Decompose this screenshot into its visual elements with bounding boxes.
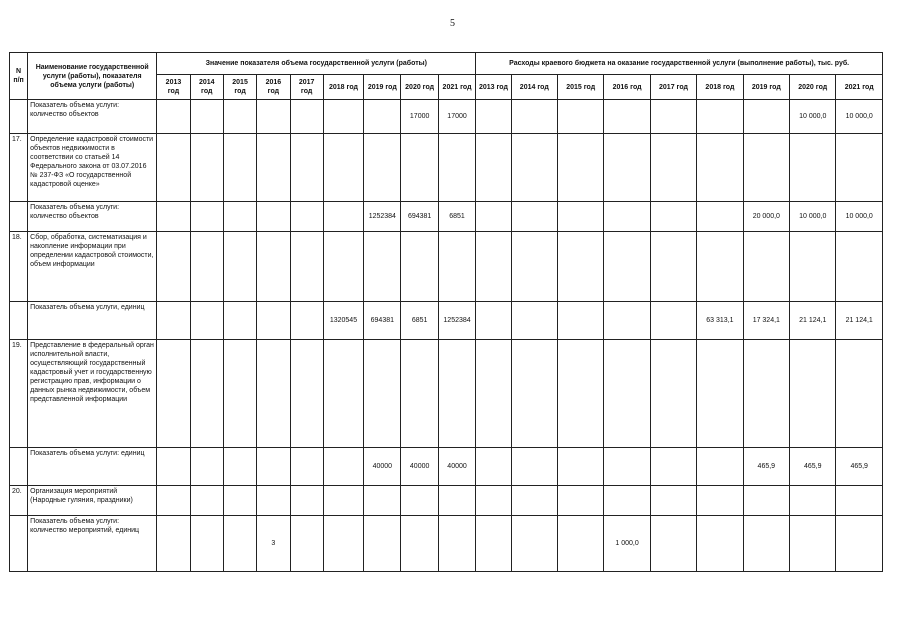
budget-cell <box>790 232 836 302</box>
row-number <box>10 516 28 572</box>
value-cell <box>438 232 475 302</box>
budget-cell: 465,9 <box>836 448 883 486</box>
budget-cell: 21 124,1 <box>790 302 836 340</box>
table-row <box>10 134 883 202</box>
budget-cell <box>511 232 557 302</box>
value-cell <box>157 486 190 516</box>
value-cell <box>223 448 256 486</box>
value-cell <box>323 486 363 516</box>
value-cell <box>323 202 363 232</box>
budget-cell <box>511 100 557 134</box>
budget-cell <box>476 134 511 202</box>
budget-cell <box>511 516 557 572</box>
value-cell <box>364 340 401 448</box>
header-budget-year-2: 2015 год <box>557 75 603 100</box>
row-name: Представление в федеральный орган исполнительной власти, осуществляющий государственный кадастровый учет и государственную регистрацию прав, информации о данных рынка недвижимости, объем представленной информации <box>28 340 157 448</box>
budget-cell <box>557 302 603 340</box>
value-cell <box>323 100 363 134</box>
value-cell <box>257 134 290 202</box>
header-value-year-6: 2019 год <box>364 75 401 100</box>
value-cell: 694381 <box>401 202 438 232</box>
budget-cell <box>836 232 883 302</box>
value-cell <box>157 516 190 572</box>
budget-cell <box>604 232 650 302</box>
value-cell <box>257 486 290 516</box>
budget-cell <box>476 340 511 448</box>
row-number <box>10 202 28 232</box>
header-budget-year-4: 2017 год <box>650 75 696 100</box>
budget-cell <box>557 232 603 302</box>
budget-cell <box>557 100 603 134</box>
budget-cell: 10 000,0 <box>790 100 836 134</box>
budget-cell <box>476 232 511 302</box>
value-cell <box>190 516 223 572</box>
value-cell <box>190 134 223 202</box>
value-cell: 1252384 <box>364 202 401 232</box>
value-cell <box>257 202 290 232</box>
budget-cell <box>836 516 883 572</box>
header-budget-year-0: 2013 год <box>476 75 511 100</box>
budget-cell <box>790 134 836 202</box>
row-name: Организация мероприятий (Народные гуляния, праздники) <box>28 486 157 516</box>
table-row <box>10 100 883 134</box>
budget-cell <box>650 448 696 486</box>
value-cell <box>290 448 323 486</box>
row-number: 17. <box>10 134 28 202</box>
budget-cell <box>511 486 557 516</box>
value-cell: 17000 <box>438 100 475 134</box>
budget-cell <box>697 232 743 302</box>
value-cell <box>364 516 401 572</box>
table-row <box>10 448 883 486</box>
value-cell <box>401 232 438 302</box>
value-cell <box>157 448 190 486</box>
budget-cell <box>650 340 696 448</box>
row-name: Сбор, обработка, систематизация и накопление информации при определении кадастровой стоимости, объем информации <box>28 232 157 302</box>
value-cell <box>290 202 323 232</box>
value-cell: 40000 <box>438 448 475 486</box>
budget-cell: 10 000,0 <box>836 100 883 134</box>
row-number: 20. <box>10 486 28 516</box>
budget-cell: 465,9 <box>743 448 789 486</box>
value-cell <box>190 448 223 486</box>
value-cell <box>157 134 190 202</box>
value-cell: 694381 <box>364 302 401 340</box>
value-cell <box>190 100 223 134</box>
value-cell <box>223 302 256 340</box>
table-row <box>10 340 883 448</box>
header-value-year-4: 2017 год <box>290 75 323 100</box>
budget-cell <box>697 516 743 572</box>
budget-cell <box>604 100 650 134</box>
budget-cell <box>511 448 557 486</box>
budget-cell: 10 000,0 <box>790 202 836 232</box>
row-name: Показатель объема услуги: количество объектов <box>28 202 157 232</box>
value-cell <box>223 340 256 448</box>
budget-cell <box>557 448 603 486</box>
budget-cell <box>604 134 650 202</box>
budget-cell <box>650 486 696 516</box>
budget-cell <box>836 134 883 202</box>
value-cell <box>257 340 290 448</box>
budget-cell <box>697 100 743 134</box>
budget-cell <box>650 100 696 134</box>
budget-cell <box>511 302 557 340</box>
budget-cell <box>790 516 836 572</box>
budget-cell <box>697 486 743 516</box>
value-cell <box>190 340 223 448</box>
budget-cell <box>557 340 603 448</box>
value-cell: 1320545 <box>323 302 363 340</box>
value-cell <box>223 232 256 302</box>
budget-cell <box>836 340 883 448</box>
row-name: Показатель объема услуги: количество мероприятий, единиц <box>28 516 157 572</box>
value-cell <box>364 486 401 516</box>
value-cell <box>290 232 323 302</box>
header-values-group: Значение показателя объема государственной услуги (работы) <box>157 53 476 75</box>
value-cell <box>223 134 256 202</box>
value-cell <box>157 232 190 302</box>
row-name: Определение кадастровой стоимости объектов недвижимости в соответствии со статьей 14 Федерального закона от 03.07.2016 № 237-ФЗ «О государственной кадастровой оценке» <box>28 134 157 202</box>
value-cell <box>401 134 438 202</box>
table-row <box>10 302 883 340</box>
row-name: Показатель объема услуги, единиц <box>28 302 157 340</box>
value-cell <box>190 302 223 340</box>
header-budget-year-8: 2021 год <box>836 75 883 100</box>
budget-cell <box>476 100 511 134</box>
budget-cell: 1 000,0 <box>604 516 650 572</box>
budget-cell <box>604 202 650 232</box>
value-cell <box>290 486 323 516</box>
value-cell <box>257 448 290 486</box>
budget-cell <box>557 516 603 572</box>
budget-cell <box>697 202 743 232</box>
value-cell: 40000 <box>364 448 401 486</box>
table-row <box>10 202 883 232</box>
budget-cell: 20 000,0 <box>743 202 789 232</box>
row-number: 18. <box>10 232 28 302</box>
value-cell <box>223 486 256 516</box>
budget-cell <box>650 232 696 302</box>
budget-table <box>9 52 883 572</box>
value-cell <box>190 202 223 232</box>
header-name: Наименование государственной услуги (работы), показателя объема услуги (работы) <box>28 53 157 100</box>
value-cell <box>223 100 256 134</box>
value-cell <box>290 302 323 340</box>
value-cell <box>323 448 363 486</box>
value-cell <box>438 516 475 572</box>
value-cell <box>364 232 401 302</box>
budget-cell: 465,9 <box>790 448 836 486</box>
budget-cell <box>476 486 511 516</box>
budget-cell <box>511 202 557 232</box>
budget-cell <box>511 134 557 202</box>
value-cell <box>401 340 438 448</box>
value-cell <box>157 302 190 340</box>
budget-cell <box>697 340 743 448</box>
budget-cell <box>476 202 511 232</box>
value-cell: 6851 <box>438 202 475 232</box>
budget-cell <box>476 302 511 340</box>
budget-cell <box>743 232 789 302</box>
value-cell <box>438 134 475 202</box>
value-cell <box>438 340 475 448</box>
value-cell <box>223 516 256 572</box>
header-value-year-0: 2013 год <box>157 75 190 100</box>
value-cell <box>364 134 401 202</box>
header-budget-year-7: 2020 год <box>790 75 836 100</box>
header-value-year-8: 2021 год <box>438 75 475 100</box>
budget-cell <box>650 302 696 340</box>
value-cell: 1252384 <box>438 302 475 340</box>
value-cell <box>157 202 190 232</box>
value-cell: 6851 <box>401 302 438 340</box>
page-number: 5 <box>450 18 455 29</box>
budget-cell <box>604 448 650 486</box>
value-cell <box>364 100 401 134</box>
table-row <box>10 486 883 516</box>
row-name: Показатель объема услуги: количество объектов <box>28 100 157 134</box>
header-value-year-7: 2020 год <box>401 75 438 100</box>
value-cell <box>157 100 190 134</box>
header-budget-group: Расходы краевого бюджета на оказание государственной услуги (выполнение работы), тыс. руб. <box>476 53 883 75</box>
budget-cell <box>604 302 650 340</box>
budget-cell <box>743 516 789 572</box>
value-cell <box>257 302 290 340</box>
value-cell: 17000 <box>401 100 438 134</box>
row-number <box>10 100 28 134</box>
budget-cell <box>604 340 650 448</box>
row-number <box>10 448 28 486</box>
header-budget-year-5: 2018 год <box>697 75 743 100</box>
budget-cell <box>836 486 883 516</box>
value-cell <box>401 516 438 572</box>
value-cell <box>401 486 438 516</box>
row-number <box>10 302 28 340</box>
header-budget-year-6: 2019 год <box>743 75 789 100</box>
table-row <box>10 516 883 572</box>
value-cell <box>257 100 290 134</box>
header-value-year-3: 2016 год <box>257 75 290 100</box>
budget-cell <box>650 134 696 202</box>
value-cell <box>323 516 363 572</box>
header-budget-year-3: 2016 год <box>604 75 650 100</box>
budget-cell <box>790 486 836 516</box>
value-cell: 40000 <box>401 448 438 486</box>
row-number: 19. <box>10 340 28 448</box>
value-cell <box>290 516 323 572</box>
budget-cell <box>743 340 789 448</box>
budget-cell <box>476 516 511 572</box>
row-name: Показатель объема услуги: единиц <box>28 448 157 486</box>
budget-cell <box>557 486 603 516</box>
budget-cell <box>604 486 650 516</box>
budget-cell: 21 124,1 <box>836 302 883 340</box>
header-value-year-5: 2018 год <box>323 75 363 100</box>
header-value-year-2: 2015 год <box>223 75 256 100</box>
table-row <box>10 232 883 302</box>
budget-cell: 63 313,1 <box>697 302 743 340</box>
value-cell <box>223 202 256 232</box>
budget-cell <box>650 516 696 572</box>
value-cell <box>190 486 223 516</box>
budget-cell <box>743 486 789 516</box>
value-cell <box>290 340 323 448</box>
value-cell <box>323 340 363 448</box>
value-cell <box>290 134 323 202</box>
budget-cell <box>476 448 511 486</box>
value-cell <box>323 134 363 202</box>
budget-cell <box>743 134 789 202</box>
budget-cell <box>557 202 603 232</box>
value-cell <box>290 100 323 134</box>
budget-cell <box>557 134 603 202</box>
header-budget-year-1: 2014 год <box>511 75 557 100</box>
budget-cell <box>790 340 836 448</box>
budget-cell <box>511 340 557 448</box>
value-cell <box>438 486 475 516</box>
budget-cell <box>697 134 743 202</box>
budget-cell <box>743 100 789 134</box>
budget-cell: 17 324,1 <box>743 302 789 340</box>
header-n: N п/п <box>10 53 28 100</box>
value-cell <box>157 340 190 448</box>
value-cell <box>257 232 290 302</box>
value-cell <box>190 232 223 302</box>
value-cell <box>323 232 363 302</box>
budget-cell <box>697 448 743 486</box>
header-value-year-1: 2014 год <box>190 75 223 100</box>
value-cell: 3 <box>257 516 290 572</box>
budget-cell: 10 000,0 <box>836 202 883 232</box>
budget-cell <box>650 202 696 232</box>
